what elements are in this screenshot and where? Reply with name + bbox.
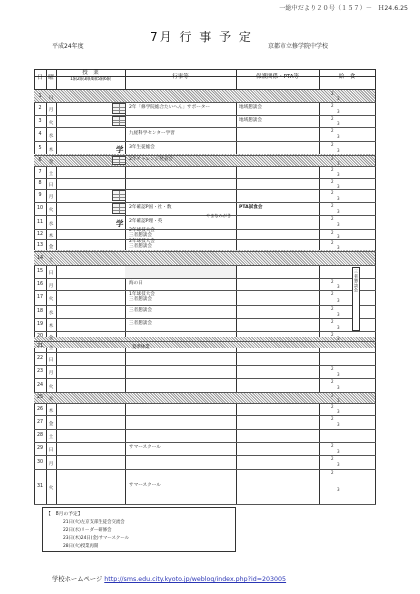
lunch-check-icon: 2 xyxy=(331,116,334,121)
col-parents-header: 保護関係・PTA等 xyxy=(255,74,299,80)
weekday: 月 xyxy=(48,108,54,113)
lunch-check-icon: 2 xyxy=(331,240,334,245)
weekday: 土 xyxy=(48,435,54,440)
event-note: 2年球技大会 xyxy=(129,239,155,244)
day-number: 23 xyxy=(36,369,44,374)
parent-event: 地域懇談会 xyxy=(239,105,262,111)
future-title: 【 8月の予定】 xyxy=(46,512,83,517)
lunch-check-icon: 3 xyxy=(337,160,340,166)
fiscal-year: 平成24年度 xyxy=(52,43,84,50)
lunch-check-icon: 2 xyxy=(331,456,334,461)
school-event-mark: 学 xyxy=(116,219,124,228)
lunch-check-icon: 3 xyxy=(337,172,340,177)
lunch-check-icon: 2 xyxy=(331,379,334,384)
lunch-check-icon: 3 xyxy=(337,462,340,467)
lunch-check-icon: 2 xyxy=(331,216,334,221)
weekday: 月 xyxy=(48,371,54,376)
event-note: 2年球技大会 xyxy=(129,228,155,233)
weekday: 水 xyxy=(48,311,54,316)
weekday: 日 xyxy=(48,358,54,363)
event-note: 海の日 xyxy=(129,280,143,286)
day-number: 8 xyxy=(38,181,42,186)
event-note: サマースクール xyxy=(129,445,161,450)
day-number: 3 xyxy=(38,118,42,124)
day-number: 17 xyxy=(36,295,44,300)
event-note: 九経科学センター学習 xyxy=(129,130,175,136)
lunch-check-icon: 2 xyxy=(331,404,334,409)
lunch-check-icon: 2 xyxy=(331,142,334,147)
event-note: 2年確認P理・英 xyxy=(129,218,163,224)
day-number: 31 xyxy=(36,484,44,489)
lunch-check-icon: 3 xyxy=(337,234,340,239)
weekday: 日 xyxy=(48,183,54,188)
day-number: 25 xyxy=(36,395,44,400)
weekday: 金 xyxy=(48,421,54,427)
weekend-band-3 xyxy=(34,250,375,265)
period-block-icon xyxy=(112,116,126,126)
weekday: 日 xyxy=(48,271,54,276)
lunch-check-icon: 3 xyxy=(337,324,340,330)
day-number: 26 xyxy=(36,406,44,412)
weekday: 水 xyxy=(48,133,54,139)
lunch-check-icon: 3 xyxy=(337,208,340,214)
lunch-check-icon: 3 xyxy=(337,121,340,126)
weekday: 土 xyxy=(48,171,54,177)
event-note: 三者懇談会 xyxy=(129,233,152,238)
lunch-check-icon: 2 xyxy=(331,470,334,475)
three-party-meeting-label: 三者懇談会 xyxy=(352,267,360,331)
day-number: 28 xyxy=(36,433,44,438)
lunch-check-icon: 2 xyxy=(331,156,334,161)
weekday: 木 xyxy=(48,233,54,239)
lunch-check-icon: 3 xyxy=(337,108,340,114)
day-number: 9 xyxy=(38,193,42,198)
col-lunch-header: 給 食 xyxy=(338,74,356,80)
page-title: 7月 行 事 予 定 xyxy=(150,30,253,44)
lunch-check-icon: 3 xyxy=(337,183,340,189)
day-number: 30 xyxy=(36,459,44,465)
future-item: 23日(木)24日(金)サマースクール xyxy=(63,536,130,541)
day-number: 14 xyxy=(36,255,44,261)
day-number: 5 xyxy=(38,145,42,151)
weekday: 火 xyxy=(48,384,54,390)
event-note: 2年確認P国・社・数 xyxy=(129,205,172,210)
lunch-check-icon: 2 xyxy=(331,393,334,398)
schedule-grid xyxy=(34,69,376,505)
weekday: 月 xyxy=(48,195,54,200)
lunch-check-icon: 3 xyxy=(337,311,340,317)
weekday: 日 xyxy=(48,448,54,453)
weekday: 月 xyxy=(48,461,54,467)
event-note: 三者懇談会 xyxy=(129,296,152,302)
weekend-band-1 xyxy=(34,90,375,102)
weekday: 金 xyxy=(48,160,54,165)
col-events-header: 行事等 xyxy=(172,74,189,80)
event-note: 2年チャレンジ発表会 xyxy=(129,157,173,162)
lunch-check-icon: 3 xyxy=(337,448,340,454)
weekend-band-5 xyxy=(34,392,375,403)
weekday: 火 xyxy=(48,208,54,213)
day-number: 29 xyxy=(36,446,44,451)
day-number: 4 xyxy=(38,131,42,137)
future-item: 28日(火)授業再開 xyxy=(63,544,99,549)
day-number: 11 xyxy=(36,219,44,225)
homepage-link[interactable]: http://sms.edu.city.kyoto.jp/weblog/index.php?id=203005 xyxy=(104,576,287,583)
period-block-icon xyxy=(112,190,126,201)
weekday: 金 xyxy=(48,244,54,250)
col-weekday-header: 曜 xyxy=(48,75,54,81)
weekday: 木 xyxy=(48,408,54,414)
weekday: 水 xyxy=(48,221,54,227)
newsletter-header: 一総中だより２０号（１５７）－ Ｈ24.6.25 xyxy=(279,5,408,12)
lunch-check-icon: 3 xyxy=(337,284,340,289)
weekday: 火 xyxy=(48,486,54,491)
day-number: 21 xyxy=(36,344,44,349)
lunch-check-icon: 3 xyxy=(337,134,340,139)
footer-label: 学校ホームページ xyxy=(52,576,105,583)
weekday: 木 xyxy=(48,324,54,329)
event-note: 2年「修学院総合たいへん」サポーター xyxy=(129,105,211,110)
lunch-check-icon: 2 xyxy=(331,319,334,324)
weekday: 木 xyxy=(48,147,54,153)
day-number: 16 xyxy=(36,281,44,287)
lunch-check-icon: 2 xyxy=(331,179,334,184)
holiday-band xyxy=(125,266,236,278)
lunch-check-icon: 3 xyxy=(337,297,340,303)
lunch-check-icon: 3 xyxy=(337,96,340,101)
lunch-check-icon: 3 xyxy=(337,222,340,227)
day-number: 10 xyxy=(36,206,44,211)
lunch-check-icon: 3 xyxy=(337,422,340,427)
day-number: 1 xyxy=(38,93,42,99)
col-day-header: 日 xyxy=(37,75,43,81)
lunch-check-icon: 2 xyxy=(331,279,334,284)
lunch-check-icon: 2 xyxy=(331,366,334,371)
lunch-check-icon: 3 xyxy=(337,397,340,403)
event-note: サマースクール xyxy=(129,483,161,488)
next-month-plans xyxy=(42,507,236,552)
lunch-check-icon: 2 xyxy=(331,332,334,337)
lunch-check-icon: 2 xyxy=(331,167,334,172)
event-note: 1年球技大会 xyxy=(129,291,155,297)
day-number: 24 xyxy=(36,382,44,388)
lunch-check-icon: 2 xyxy=(331,416,334,421)
weekday: 土 xyxy=(48,257,54,263)
lunch-check-icon: 3 xyxy=(337,486,340,492)
lunch-check-icon: 2 xyxy=(331,91,334,96)
lunch-check-icon: 2 xyxy=(331,103,334,108)
summer-break-label: 夏季休業 xyxy=(132,345,150,350)
lunch-check-icon: 3 xyxy=(337,148,340,153)
day-number: 7 xyxy=(38,169,42,175)
future-item: 21日(火)左京支部生徒会交流会 xyxy=(63,520,125,525)
day-number: 19 xyxy=(36,322,44,327)
lunch-check-icon: 2 xyxy=(331,128,334,133)
period-block-icon xyxy=(112,103,126,114)
day-number: 6 xyxy=(38,158,42,163)
weekday: 土 xyxy=(48,346,54,351)
weekday: 日 xyxy=(48,95,54,101)
school-event-mark: 学 xyxy=(116,145,124,154)
lunch-check-icon: 3 xyxy=(337,336,340,341)
event-note: 三者懇談会 xyxy=(129,321,152,326)
parent-event: PTA試食会 xyxy=(239,205,263,211)
future-item: 22日(水)リーダー研修会 xyxy=(63,528,112,533)
lunch-check-icon: 2 xyxy=(331,230,334,235)
weekday: 金 xyxy=(48,335,54,341)
weekday: 火 xyxy=(48,297,54,302)
day-number: 22 xyxy=(36,356,44,361)
lunch-check-icon: 3 xyxy=(337,195,340,201)
day-number: 27 xyxy=(36,419,44,425)
period-labels: 1限2限3限4限5限6限 xyxy=(70,77,111,82)
day-number: 2 xyxy=(38,106,42,111)
period-block-icon xyxy=(112,203,126,214)
day-number: 20 xyxy=(36,333,44,339)
day-number: 15 xyxy=(36,269,44,274)
lunch-check-icon: 3 xyxy=(337,385,340,390)
day-number: 18 xyxy=(36,309,44,314)
col-class-header: 授 業 xyxy=(82,70,99,76)
event-note: 三者懇談会 xyxy=(129,244,152,249)
school-name: 京都市立修学院中学校 xyxy=(267,43,328,50)
weekday: 火 xyxy=(48,120,54,126)
footer xyxy=(52,577,286,583)
lunch-check-icon: 2 xyxy=(331,306,334,311)
lunch-check-icon: 2 xyxy=(331,190,334,195)
day-number: 13 xyxy=(36,242,44,248)
extra-note: やまなみがき xyxy=(206,213,232,218)
event-note: 三者懇談会 xyxy=(129,308,152,313)
event-note: 3年生徒総会 xyxy=(129,144,155,150)
lunch-check-icon: 2 xyxy=(331,443,334,448)
weekend-band-4 xyxy=(34,337,375,348)
weekday: 水 xyxy=(48,397,54,402)
lunch-check-icon: 2 xyxy=(331,291,334,296)
weekday: 月 xyxy=(48,283,54,289)
lunch-check-icon: 3 xyxy=(337,409,340,414)
lunch-check-icon: 3 xyxy=(337,371,340,377)
lunch-check-icon: 2 xyxy=(331,203,334,208)
day-number: 12 xyxy=(36,231,44,237)
lunch-check-icon: 3 xyxy=(337,245,340,250)
period-block-icon xyxy=(112,156,126,165)
parent-event: 地域懇談会 xyxy=(239,117,262,123)
